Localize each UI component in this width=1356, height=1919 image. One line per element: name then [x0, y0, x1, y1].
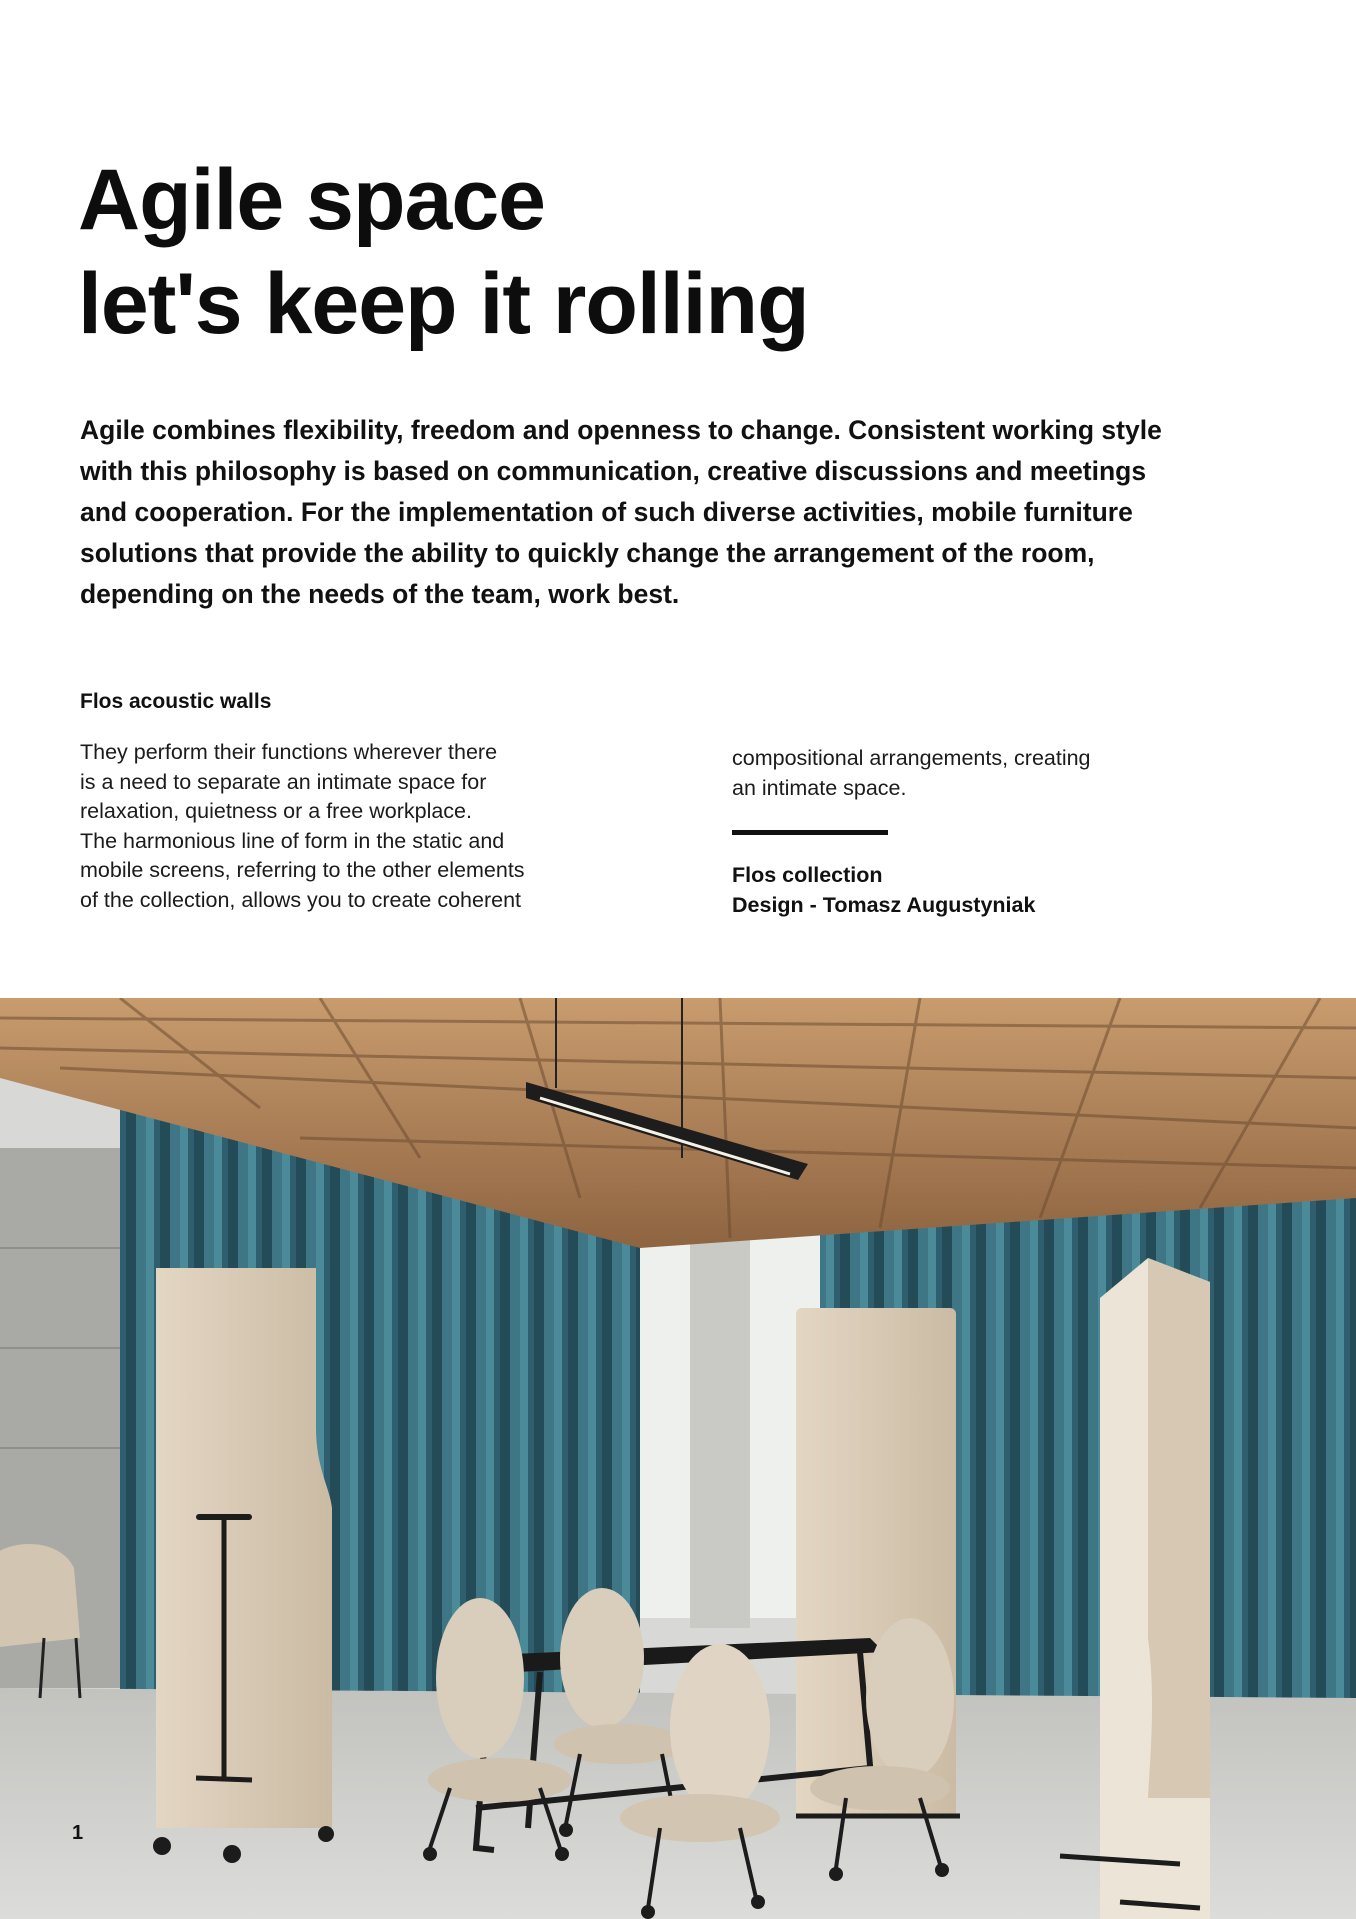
designer-credit: Design - Tomasz Augustyniak — [732, 893, 1036, 917]
lead-line: and cooperation. For the implementation of such diverse activities, mobile furniture — [80, 497, 1133, 527]
body-line: mobile screens, referring to the other elements — [80, 858, 525, 882]
lead-line: solutions that provide the ability to quickly change the arrangement of the room, — [80, 538, 1095, 568]
section-heading: Flos acoustic walls — [80, 690, 272, 713]
page-title — [78, 148, 809, 356]
body-line: of the collection, allows you to create coherent — [80, 887, 522, 912]
lead-paragraph — [80, 410, 1280, 615]
body-line: compositional arrangements, creating — [732, 746, 1091, 770]
body-line: The harmonious line of form in the static and — [80, 828, 505, 853]
body-text-right-column — [732, 744, 1091, 803]
interior-photo — [0, 998, 1356, 1919]
body-text-left-column — [80, 738, 525, 915]
credits-block — [732, 860, 1035, 920]
interior-illustration — [0, 998, 1356, 1919]
body-line: is a need to separate an intimate space for — [80, 769, 487, 794]
body-line: relaxation, quietness or a free workplace. — [80, 799, 472, 823]
concrete-column — [690, 1208, 750, 1628]
lead-line: Agile combines flexibility, freedom and openness to change. Consistent working style — [80, 415, 1162, 445]
divider-rule — [732, 830, 888, 835]
title-line-1: Agile space — [78, 152, 545, 248]
body-line: an intimate space. — [732, 775, 907, 800]
body-line: They perform their functions wherever there — [80, 740, 498, 764]
acoustic-screen-left — [156, 1268, 332, 1828]
page-number: 1 — [72, 1822, 84, 1844]
lead-line: depending on the needs of the team, work best. — [80, 579, 680, 609]
title-line-2: let's keep it rolling — [78, 256, 809, 352]
collection-name: Flos collection — [732, 863, 883, 887]
lounge-chair — [0, 1544, 80, 1648]
lead-line: with this philosophy is based on communication, creative discussions and meetings — [80, 456, 1147, 486]
